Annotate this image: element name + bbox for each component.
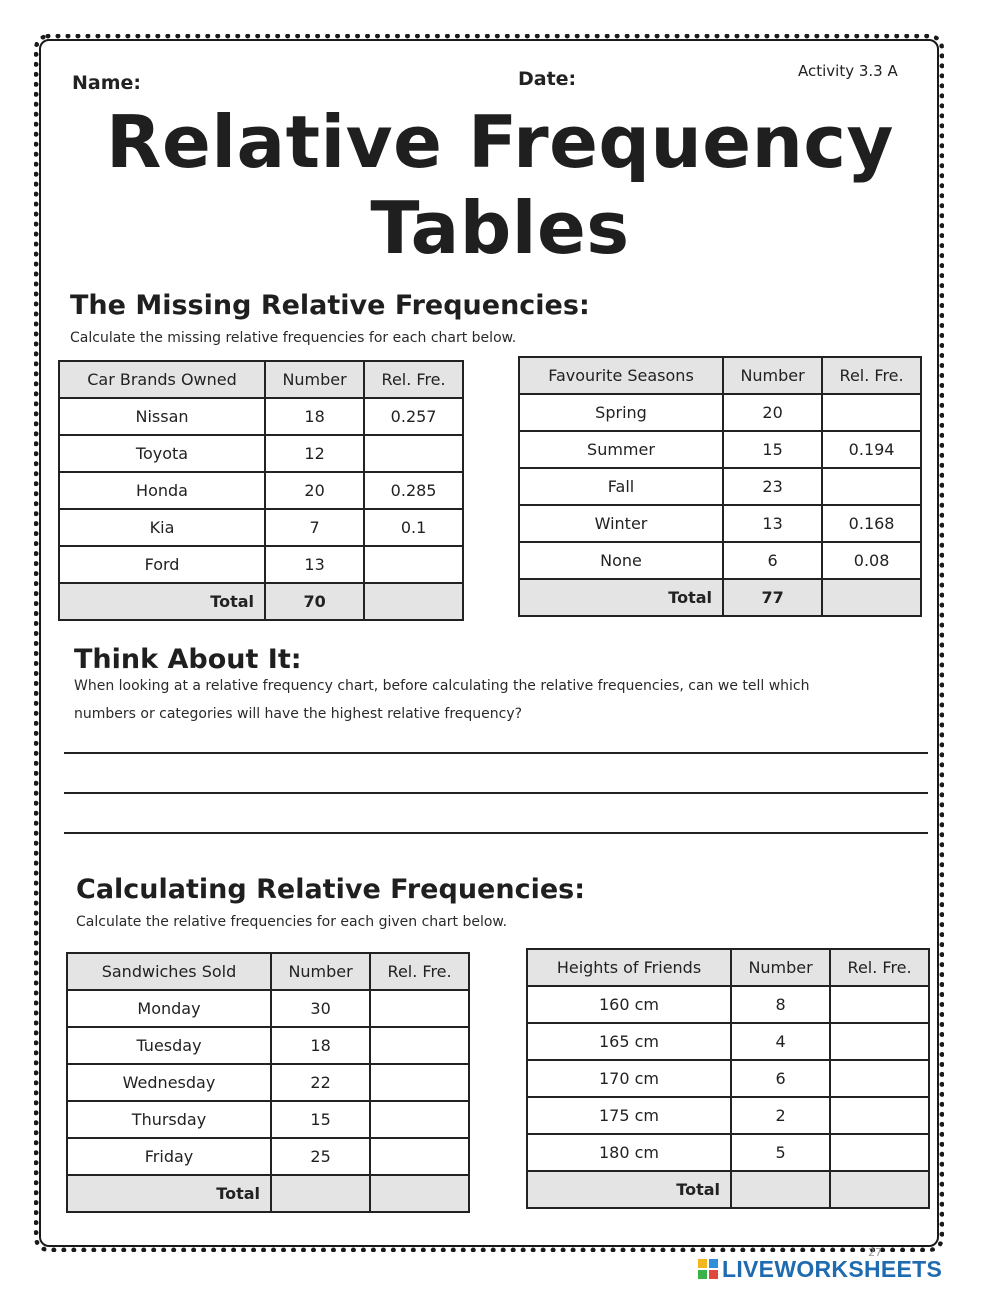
section2-subtitle: Calculate the relative frequencies for each given chart below. bbox=[76, 914, 508, 930]
rel-freq-cell[interactable]: 0.285 bbox=[364, 472, 463, 509]
think-question-line1: When looking at a relative frequency chart, before calculating the relative frequencies, can we tell which bbox=[74, 678, 810, 694]
table-header-row bbox=[527, 949, 929, 986]
table-header-row bbox=[59, 361, 463, 398]
category-cell: Honda bbox=[59, 472, 265, 509]
column-header: Car Brands Owned bbox=[59, 361, 265, 398]
number-cell: 6 bbox=[723, 542, 822, 579]
number-cell: 2 bbox=[731, 1097, 830, 1134]
activity-label: Activity 3.3 A bbox=[798, 62, 898, 80]
number-cell: 4 bbox=[731, 1023, 830, 1060]
section1-subtitle: Calculate the missing relative frequencies for each chart below. bbox=[70, 330, 517, 346]
category-cell: 180 cm bbox=[527, 1134, 731, 1171]
category-cell: Kia bbox=[59, 509, 265, 546]
number-cell: 20 bbox=[723, 394, 822, 431]
category-cell: Toyota bbox=[59, 435, 265, 472]
table-row bbox=[67, 1138, 469, 1175]
total-value[interactable]: 70 bbox=[265, 583, 364, 620]
rel-freq-cell[interactable] bbox=[364, 546, 463, 583]
category-cell: Wednesday bbox=[67, 1064, 271, 1101]
section2-heading: Calculating Relative Frequencies: bbox=[76, 874, 586, 905]
rel-freq-cell[interactable] bbox=[370, 1101, 469, 1138]
rel-freq-cell[interactable]: 0.08 bbox=[822, 542, 921, 579]
number-cell: 22 bbox=[271, 1064, 370, 1101]
category-cell: Tuesday bbox=[67, 1027, 271, 1064]
table-row bbox=[519, 431, 921, 468]
column-header: Number bbox=[271, 953, 370, 990]
column-header: Number bbox=[265, 361, 364, 398]
date-label: Date: bbox=[518, 68, 577, 90]
logo-text: LIVEWORKSHEETS bbox=[722, 1255, 943, 1282]
column-header: Favourite Seasons bbox=[519, 357, 723, 394]
answer-line-2[interactable] bbox=[64, 792, 928, 794]
column-header: Number bbox=[731, 949, 830, 986]
total-label: Total bbox=[67, 1175, 271, 1212]
page-title-line2: Tables bbox=[370, 186, 630, 270]
logo-blocks-icon bbox=[698, 1259, 718, 1279]
number-cell: 7 bbox=[265, 509, 364, 546]
category-cell: 165 cm bbox=[527, 1023, 731, 1060]
number-cell: 6 bbox=[731, 1060, 830, 1097]
table-row bbox=[59, 435, 463, 472]
rel-freq-cell[interactable] bbox=[822, 394, 921, 431]
section1-heading: The Missing Relative Frequencies: bbox=[70, 290, 590, 321]
category-cell: Summer bbox=[519, 431, 723, 468]
table-heights-of-friends bbox=[526, 948, 930, 1209]
number-cell: 15 bbox=[271, 1101, 370, 1138]
rel-freq-cell[interactable] bbox=[830, 1097, 929, 1134]
name-label: Name: bbox=[72, 72, 142, 94]
table-row bbox=[67, 1064, 469, 1101]
think-question-line2: numbers or categories will have the highest relative frequency? bbox=[74, 706, 523, 722]
number-cell: 12 bbox=[265, 435, 364, 472]
table-total-row bbox=[59, 583, 463, 620]
number-cell: 20 bbox=[265, 472, 364, 509]
rel-freq-cell[interactable] bbox=[370, 1138, 469, 1175]
table-row bbox=[519, 394, 921, 431]
column-header: Heights of Friends bbox=[527, 949, 731, 986]
total-label: Total bbox=[519, 579, 723, 616]
rel-freq-cell[interactable]: 0.257 bbox=[364, 398, 463, 435]
number-cell: 25 bbox=[271, 1138, 370, 1175]
total-rel-freq-cell[interactable] bbox=[830, 1171, 929, 1208]
category-cell: 170 cm bbox=[527, 1060, 731, 1097]
total-value[interactable]: 77 bbox=[723, 579, 822, 616]
table-row bbox=[527, 1060, 929, 1097]
table-header-row bbox=[67, 953, 469, 990]
table-total-row bbox=[519, 579, 921, 616]
total-label: Total bbox=[527, 1171, 731, 1208]
category-cell: Nissan bbox=[59, 398, 265, 435]
page-title-line1: Relative Frequency bbox=[106, 100, 894, 184]
rel-freq-cell[interactable] bbox=[370, 1027, 469, 1064]
table-favourite-seasons bbox=[518, 356, 922, 617]
number-cell: 15 bbox=[723, 431, 822, 468]
table-car-brands bbox=[58, 360, 464, 621]
table-row bbox=[67, 1101, 469, 1138]
table-row bbox=[527, 1134, 929, 1171]
number-cell: 18 bbox=[265, 398, 364, 435]
category-cell: Friday bbox=[67, 1138, 271, 1175]
column-header: Rel. Fre. bbox=[822, 357, 921, 394]
answer-line-3[interactable] bbox=[64, 832, 928, 834]
category-cell: Fall bbox=[519, 468, 723, 505]
category-cell: Thursday bbox=[67, 1101, 271, 1138]
number-cell: 18 bbox=[271, 1027, 370, 1064]
total-rel-freq-cell[interactable] bbox=[370, 1175, 469, 1212]
table-total-row bbox=[67, 1175, 469, 1212]
page-number: 27 bbox=[868, 1246, 882, 1259]
table-row bbox=[67, 990, 469, 1027]
category-cell: Spring bbox=[519, 394, 723, 431]
number-cell: 5 bbox=[731, 1134, 830, 1171]
number-cell: 8 bbox=[731, 986, 830, 1023]
table-total-row bbox=[527, 1171, 929, 1208]
rel-freq-cell[interactable] bbox=[830, 986, 929, 1023]
total-value[interactable] bbox=[731, 1171, 830, 1208]
total-rel-freq-cell[interactable] bbox=[822, 579, 921, 616]
column-header: Sandwiches Sold bbox=[67, 953, 271, 990]
rel-freq-cell[interactable] bbox=[370, 1064, 469, 1101]
number-cell: 30 bbox=[271, 990, 370, 1027]
rel-freq-cell[interactable] bbox=[370, 990, 469, 1027]
table-row bbox=[59, 398, 463, 435]
rel-freq-cell[interactable]: 0.168 bbox=[822, 505, 921, 542]
rel-freq-cell[interactable]: 0.1 bbox=[364, 509, 463, 546]
column-header: Rel. Fre. bbox=[830, 949, 929, 986]
category-cell: 160 cm bbox=[527, 986, 731, 1023]
answer-line-1[interactable] bbox=[64, 752, 928, 754]
total-rel-freq-cell[interactable] bbox=[364, 583, 463, 620]
column-header: Number bbox=[723, 357, 822, 394]
table-row bbox=[59, 472, 463, 509]
number-cell: 13 bbox=[723, 505, 822, 542]
category-cell: None bbox=[519, 542, 723, 579]
rel-freq-cell[interactable] bbox=[830, 1134, 929, 1171]
table-row bbox=[519, 468, 921, 505]
table-row bbox=[527, 1023, 929, 1060]
table-row bbox=[519, 505, 921, 542]
category-cell: Ford bbox=[59, 546, 265, 583]
column-header: Rel. Fre. bbox=[364, 361, 463, 398]
table-row bbox=[527, 986, 929, 1023]
table-row bbox=[59, 546, 463, 583]
number-cell: 13 bbox=[265, 546, 364, 583]
think-heading: Think About It: bbox=[74, 644, 302, 675]
rel-freq-cell[interactable] bbox=[830, 1060, 929, 1097]
rel-freq-cell[interactable] bbox=[830, 1023, 929, 1060]
table-row bbox=[67, 1027, 469, 1064]
rel-freq-cell[interactable] bbox=[364, 435, 463, 472]
table-sandwiches-sold bbox=[66, 952, 470, 1213]
rel-freq-cell[interactable] bbox=[822, 468, 921, 505]
number-cell: 23 bbox=[723, 468, 822, 505]
table-row bbox=[527, 1097, 929, 1134]
column-header: Rel. Fre. bbox=[370, 953, 469, 990]
total-value[interactable] bbox=[271, 1175, 370, 1212]
total-label: Total bbox=[59, 583, 265, 620]
table-row bbox=[59, 509, 463, 546]
category-cell: 175 cm bbox=[527, 1097, 731, 1134]
table-header-row bbox=[519, 357, 921, 394]
category-cell: Winter bbox=[519, 505, 723, 542]
rel-freq-cell[interactable]: 0.194 bbox=[822, 431, 921, 468]
table-row bbox=[519, 542, 921, 579]
liveworksheets-logo bbox=[698, 1254, 942, 1284]
category-cell: Monday bbox=[67, 990, 271, 1027]
